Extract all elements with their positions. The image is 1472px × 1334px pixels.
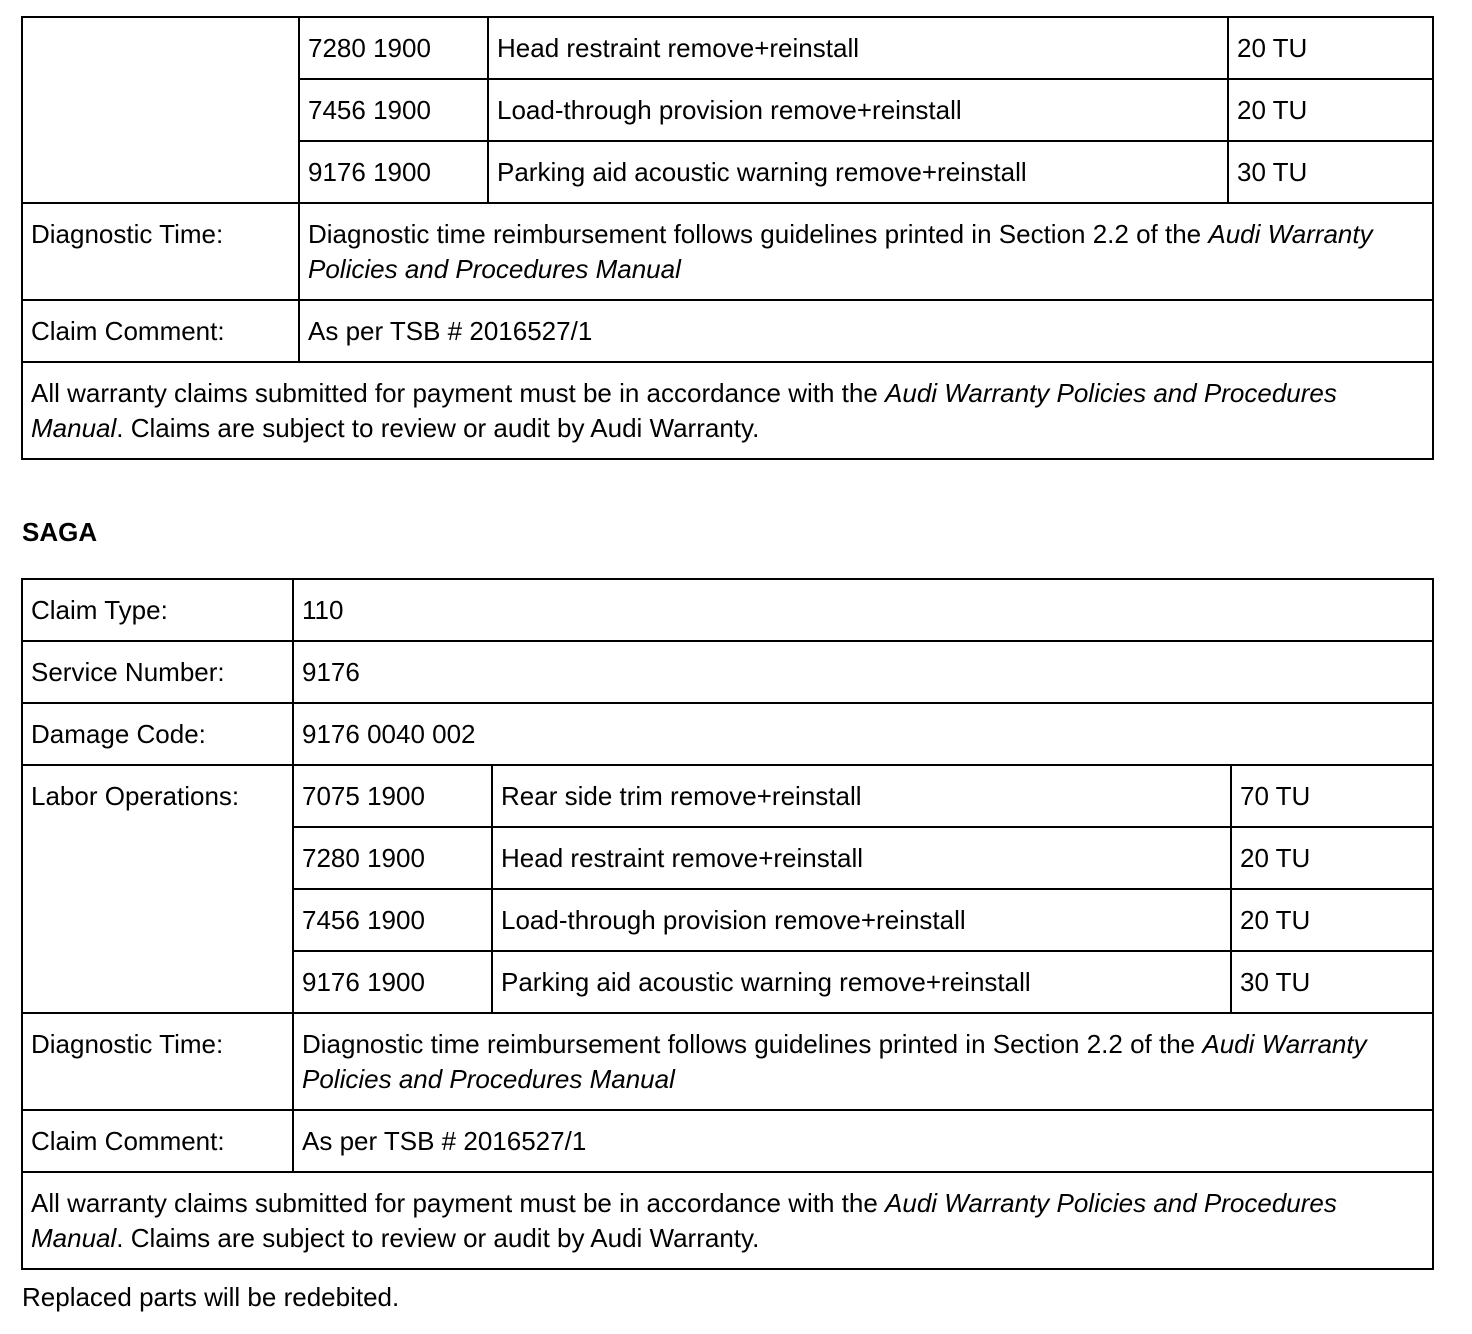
diagnostic-time-label: Diagnostic Time: <box>22 203 299 300</box>
claim-comment-label: Claim Comment: <box>22 1110 293 1172</box>
labor-label-cell-empty <box>22 17 299 203</box>
labor-code: 7280 1900 <box>293 827 492 889</box>
warranty-manual-title: Audi Warranty Policies and Procedures Manual <box>31 378 1337 443</box>
labor-code: 7280 1900 <box>299 17 488 79</box>
claim-comment-value: As per TSB # 2016527/1 <box>293 1110 1433 1172</box>
labor-row <box>22 17 1433 79</box>
warranty-notice-tail: . Claims are subject to review or audit by Audi Warranty. <box>116 413 760 443</box>
labor-description: Load-through provision remove+reinstall <box>488 79 1228 141</box>
diagnostic-time-text: Diagnostic time reimbursement follows guidelines printed in Section 2.2 of the <box>308 219 1209 249</box>
warranty-notice-tail: . Claims are subject to review or audit by Audi Warranty. <box>116 1223 760 1253</box>
labor-code: 9176 1900 <box>299 141 488 203</box>
labor-row <box>22 765 1433 827</box>
labor-description: Parking aid acoustic warning remove+reinstall <box>488 141 1228 203</box>
labor-time: 20 TU <box>1231 827 1433 889</box>
labor-description: Head restraint remove+reinstall <box>488 17 1228 79</box>
labor-time: 30 TU <box>1228 141 1433 203</box>
diagnostic-manual-title: Audi Warranty Policies and Procedures Manual <box>302 1029 1367 1094</box>
labor-description: Head restraint remove+reinstall <box>492 827 1231 889</box>
labor-description: Parking aid acoustic warning remove+reinstall <box>492 951 1231 1013</box>
saga-claim-table <box>21 578 1434 1270</box>
labor-code: 7075 1900 <box>293 765 492 827</box>
claim-comment-row <box>22 300 1433 362</box>
warranty-notice-text: All warranty claims submitted for payment must be in accordance with the <box>31 378 886 408</box>
diagnostic-time-text: Diagnostic time reimbursement follows guidelines printed in Section 2.2 of the <box>302 1029 1203 1059</box>
claim-type-value: 110 <box>293 579 1433 641</box>
labor-operations-label: Labor Operations: <box>22 765 293 1013</box>
claim-type-label: Claim Type: <box>22 579 293 641</box>
claim-table-continued <box>21 16 1434 460</box>
labor-time: 20 TU <box>1228 79 1433 141</box>
labor-time: 20 TU <box>1231 889 1433 951</box>
claim-type-row <box>22 579 1433 641</box>
claim-comment-label: Claim Comment: <box>22 300 299 362</box>
labor-time: 70 TU <box>1231 765 1433 827</box>
damage-code-label: Damage Code: <box>22 703 293 765</box>
warranty-notice-row <box>22 1172 1433 1269</box>
labor-description: Rear side trim remove+reinstall <box>492 765 1231 827</box>
labor-code: 7456 1900 <box>293 889 492 951</box>
section-title: SAGA <box>22 517 98 547</box>
warranty-notice-row <box>22 362 1433 459</box>
warranty-manual-title: Audi Warranty Policies and Procedures Manual <box>31 1188 1337 1253</box>
labor-time: 20 TU <box>1228 17 1433 79</box>
service-number-value: 9176 <box>293 641 1433 703</box>
diagnostic-manual-title: Audi Warranty Policies and Procedures Manual <box>308 219 1373 284</box>
diagnostic-time-row <box>22 203 1433 300</box>
labor-time: 30 TU <box>1231 951 1433 1013</box>
diagnostic-time-row <box>22 1013 1433 1110</box>
damage-code-value: 9176 0040 002 <box>293 703 1433 765</box>
labor-code: 9176 1900 <box>293 951 492 1013</box>
damage-code-row <box>22 703 1433 765</box>
diagnostic-time-value <box>299 203 1433 300</box>
claim-comment-row <box>22 1110 1433 1172</box>
warranty-notice-text: All warranty claims submitted for payment must be in accordance with the <box>31 1188 886 1218</box>
replaced-parts-note: Replaced parts will be redebited. <box>22 1282 400 1312</box>
warranty-notice <box>22 1172 1433 1269</box>
service-number-label: Service Number: <box>22 641 293 703</box>
labor-code: 7456 1900 <box>299 79 488 141</box>
diagnostic-time-value <box>293 1013 1433 1110</box>
labor-description: Load-through provision remove+reinstall <box>492 889 1231 951</box>
diagnostic-time-label: Diagnostic Time: <box>22 1013 293 1110</box>
warranty-notice <box>22 362 1433 459</box>
claim-comment-value: As per TSB # 2016527/1 <box>299 300 1433 362</box>
service-number-row <box>22 641 1433 703</box>
